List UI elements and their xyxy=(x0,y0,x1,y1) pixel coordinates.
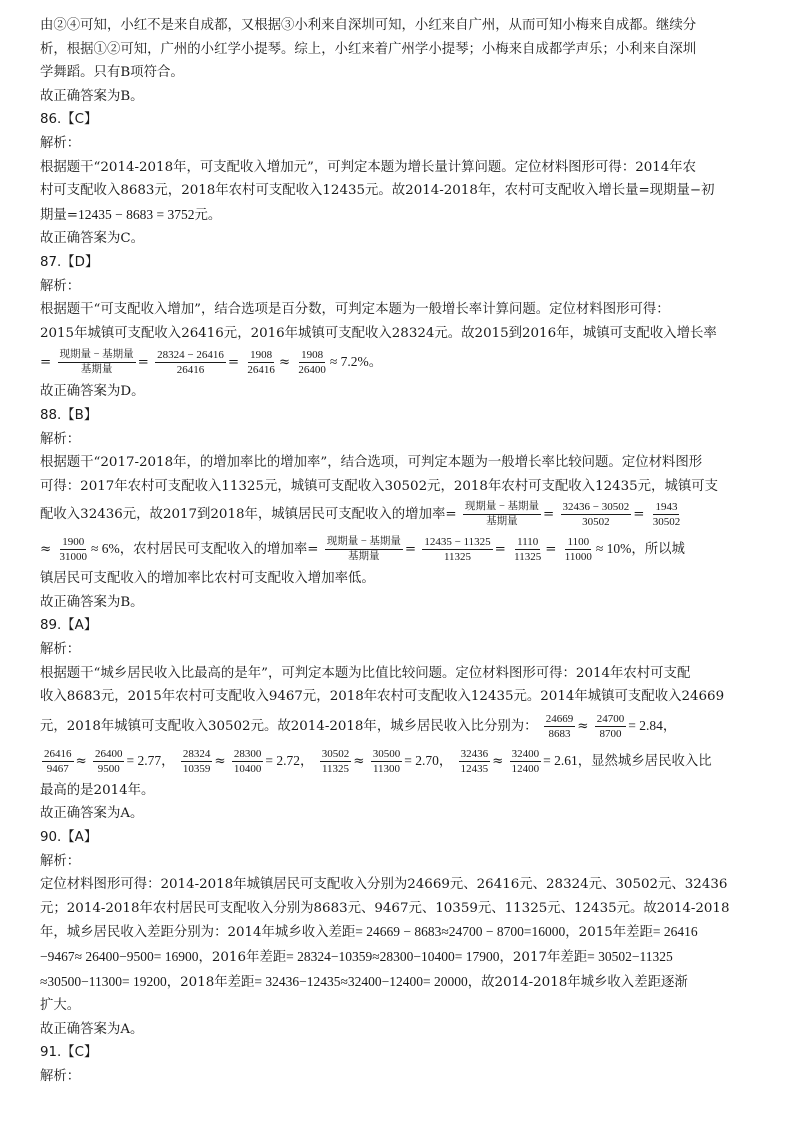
q89-line-5: 最高的是2014年。 xyxy=(40,782,155,798)
q90-analysis-label: 解析： xyxy=(40,853,81,869)
q87-fraction-3: $\frac{1908}{26416}$ xyxy=(247,349,275,377)
q89-ratio-2015-result: = 2.77， xyxy=(126,752,175,768)
intro-line-3: 学舞蹈。只有B项符合。 xyxy=(40,65,184,81)
q90-answer: 故正确答案为A。 xyxy=(40,1021,144,1037)
q89-answer: 故正确答案为A。 xyxy=(40,806,144,822)
q86-line-2: 村可支配收入8683元，2018年农村可支配收入12435元。故2014-2018年，农村可支配收入增长量=现期量−初 xyxy=(40,183,715,199)
q90-text-5b: ，故2014-2018年城乡收入差距逐渐 xyxy=(467,974,688,990)
q88-fraction-3: $\frac{1943}{30502}$ xyxy=(652,501,681,529)
q88-result-1: ≈ 6% xyxy=(90,541,120,557)
q90-diff-2014: = 24669 − 8683≈24700 − 8700=16000 xyxy=(355,924,566,940)
q86-unit: 元。 xyxy=(194,207,222,223)
q90-line-3 xyxy=(40,920,772,945)
q89-ratio-2014: $\frac{24669}{8683}$ xyxy=(545,712,574,740)
q86-analysis-label: 解析： xyxy=(40,135,81,151)
q90-line-1: 定位材料图形可得：2014-2018年城镇居民可支配收入分别为24669元、26416元、28324元、30502元、32436 xyxy=(40,877,728,893)
intro-line-2: 析，根据①②可知，广州的小红学小提琴。综上，小红来着广州学小提琴；小梅来自成都学声乐；小利来自深圳 xyxy=(40,41,697,57)
q87-fraction-2: $\frac{28324 - 26416}{26416}$ xyxy=(157,349,224,377)
q90-text-3a: 年，城乡居民收入差距分别为：2014年城乡收入差距 xyxy=(40,925,356,941)
q89-ratio-2016-approx: $\frac{28300}{10400}$ xyxy=(233,747,262,775)
q86-line-1: 根据题干“2014-2018年，可支配收入增加元”，可判定本题为增长量计算问题。定位材料图形可得：2014年农 xyxy=(40,159,697,175)
q88-line-2: 可得：2017年农村可支配收入11325元，城镇可支配收入30502元，2018年农村可支配收入12435元，城镇可支 xyxy=(40,478,719,494)
q89-text-3: 元，2018年城镇可支配收入30502元。故2014-2018年，城乡居民收入比分别为： xyxy=(40,718,538,734)
q86-formula: 12435 − 8683 = 3752 xyxy=(78,206,195,222)
q87-approx: ≈ xyxy=(278,355,291,371)
q89-line-4: $\frac{26416}{9467}$ ≈ $\frac{26400}{9500}$ = 2.77， $\frac{28324}{10359}$ ≈ $\frac{28300}{10400}$ = 2.72， $\frac{30502}{11325}$ ≈ $\frac{30500}{11300}$ = 2.70， $\frac{32436}{12435}$ ≈ $\frac{32400}{12400}$ = 2.61，显然城乡居民收入比 xyxy=(44,747,712,775)
q88-analysis-label: 解析： xyxy=(40,431,81,447)
q88-line-1: 根据题干“2017-2018年，的增加率比的增加率”，结合选项，可判定本题为一般增长率比较问题。定位材料图形 xyxy=(40,455,703,471)
q87-answer: 故正确答案为D。 xyxy=(40,384,145,400)
q87-fraction-1: $\frac{\text{现期量 − 基期量}}{\text{基期量}}$ xyxy=(59,349,134,376)
q90-text-4a: ，2016年差距 xyxy=(198,950,287,965)
q88-text-3: 配收入32436元，故2017到2018年，城镇居民可支配收入的增加率 xyxy=(40,507,446,523)
q89-ratio-2017: $\frac{30502}{11325}$ xyxy=(321,747,350,775)
q87-number: 87.【D】 xyxy=(40,254,99,270)
q89-line-2: 收入8683元，2015年农村可支配收入9467元，2018年农村可支配收入12435元。2014年城镇可支配收入24669 xyxy=(40,689,725,705)
q90-text-3b: ，2015年差距 xyxy=(565,925,653,941)
q87-line-1: 根据题干“可支配收入增加”，结合选项是百分数，可判定本题为一般增长率计算问题。定位材料图形可得： xyxy=(40,302,670,318)
q90-diff-2017-end: ≈30500−11300= 19200 xyxy=(40,973,167,989)
q89-analysis-label: 解析： xyxy=(40,642,81,658)
q89-ratio-2014-approx: $\frac{24700}{8700}$ xyxy=(596,712,625,740)
q88-text-5: ，所以城 xyxy=(631,542,685,558)
q89-ratio-2018: $\frac{32436}{12435}$ xyxy=(460,747,489,775)
q91-number: 91.【C】 xyxy=(40,1045,98,1061)
q90-text-5a: ，2018年差距 xyxy=(166,974,255,990)
q90-diff-2015-start: = 26416 xyxy=(652,924,698,940)
q89-line-3: 元，2018年城镇可支配收入30502元。故2014-2018年，城乡居民收入比分别为： $\frac{24669}{8683}$ ≈ $\frac{24700}{8700}$ = 2.84， xyxy=(40,712,677,740)
q88-fraction-1: $\frac{\text{现期量 − 基期量}}{\text{基期量}}$ xyxy=(464,501,540,528)
q89-text-4: ，显然城乡居民收入比 xyxy=(577,753,712,769)
q86-number: 86.【C】 xyxy=(40,112,98,128)
q87-eq: = xyxy=(40,355,52,371)
q86-text: 期量= xyxy=(40,207,79,223)
q87-line-2: 2015年城镇可支配收入26416元，2016年城镇可支配收入28324元。故2015到2016年，城镇可支配收入增长率 xyxy=(40,325,717,341)
q90-diff-2016: = 28324−10359≈28300−10400= 17900 xyxy=(286,949,500,964)
q88-text-4: ，农村居民可支配收入的增加率 xyxy=(119,542,308,558)
q89-ratio-2018-result: = 2.61 xyxy=(543,752,578,768)
q87-fraction-4: $\frac{1908}{26400}$ xyxy=(298,349,326,377)
q89-ratio-2015-approx: $\frac{26400}{9500}$ xyxy=(94,747,123,775)
q88-answer: 故正确答案为B。 xyxy=(40,594,144,610)
q88-fraction-6: $\frac{12435 - 11325}{11325}$ xyxy=(424,536,491,564)
q88-fraction-5: $\frac{\text{现期量 − 基期量}}{\text{基期量}}$ xyxy=(326,536,401,563)
q90-line-6: 扩大。 xyxy=(40,998,81,1014)
q89-ratio-2016: $\frac{28324}{10359}$ xyxy=(182,747,211,775)
q90-line-2: 元；2014-2018年农村居民可支配收入分别为8683元、9467元、10359元、11325元、12435元。故2014-2018 xyxy=(40,900,730,916)
q88-fraction-7: $\frac{1110}{11325}$ xyxy=(514,536,542,564)
q88-line-6: 镇居民可支配收入的增加率比农村可支配收入增加率低。 xyxy=(40,571,375,587)
q89-ratio-2017-result: = 2.70， xyxy=(404,752,453,768)
q88-result-2: ≈ 10% xyxy=(595,541,632,557)
q88-fraction-8: $\frac{1100}{11000}$ xyxy=(564,536,592,564)
q88-line-3: 配收入32436元，故2017到2018年，城镇居民可支配收入的增加率= $\frac{\text{现期量 − 基期量}}{\text{基期量}}$ = $\frac{32436 - 30502}{30502}$ = $\frac{1943}{30502}$ xyxy=(40,501,681,529)
q89-number: 89.【A】 xyxy=(40,618,98,634)
q87-formula-line: = $\frac{\text{现期量 − 基期量}}{\text{基期量}}$ = $\frac{28324 - 26416}{26416}$ = $\frac{1908}{26416}$ ≈ $\frac{1908}{26400}$ ≈ 7.2%。 xyxy=(40,349,383,377)
q90-line-5 xyxy=(40,970,772,995)
intro-line-1: 由②④可知，小红不是来自成都，又根据③小利来自深圳可知，小红来自广州，从而可知小梅来自成都。继续分 xyxy=(40,18,697,33)
q88-number: 88.【B】 xyxy=(40,407,98,423)
q86-answer: 故正确答案为C。 xyxy=(40,231,144,247)
q90-number: 90.【A】 xyxy=(40,830,98,846)
q89-ratio-2017-approx: $\frac{30500}{11300}$ xyxy=(372,747,401,775)
q90-diff-2018: = 32436−12435≈32400−12400= 20000 xyxy=(254,973,468,989)
q89-ratio-2015: $\frac{26416}{9467}$ xyxy=(44,747,72,775)
q89-ratio-2016-result: = 2.72， xyxy=(265,752,314,768)
q90-diff-2015-end: −9467≈ 26400−9500= 16900 xyxy=(40,949,199,964)
q90-text-4b: ，2017年差距 xyxy=(499,950,588,965)
q90-diff-2017-start: = 30502−11325 xyxy=(587,949,673,964)
q87-analysis-label: 解析： xyxy=(40,278,81,294)
q88-fraction-2: $\frac{32436 - 30502}{30502}$ xyxy=(562,501,630,529)
intro-answer: 故正确答案为B。 xyxy=(40,88,144,104)
q86-line-3 xyxy=(40,203,772,228)
q89-ratio-2018-approx: $\frac{32400}{12400}$ xyxy=(511,747,540,775)
q90-line-4 xyxy=(40,945,772,970)
q91-analysis-label: 解析： xyxy=(40,1068,81,1084)
q89-line-1: 根据题干“城乡居民收入比最高的是年”，可判定本题为比值比较问题。定位材料图形可得：2014年农村可支配 xyxy=(40,665,691,681)
q87-result: ≈ 7.2%。 xyxy=(329,354,383,370)
q88-line-4: ≈ $\frac{1900}{31000}$ ≈ 6%，农村居民可支配收入的增加率= $\frac{\text{现期量 − 基期量}}{\text{基期量}}$ = $\frac{12435 - 11325}{11325}$ = $\frac{1110}{11325}$ = $\frac{1100}{11000}$ ≈ 10%，所以城 xyxy=(40,536,685,564)
q88-fraction-4: $\frac{1900}{31000}$ xyxy=(59,536,87,564)
q89-ratio-2014-result: = 2.84， xyxy=(628,717,677,733)
